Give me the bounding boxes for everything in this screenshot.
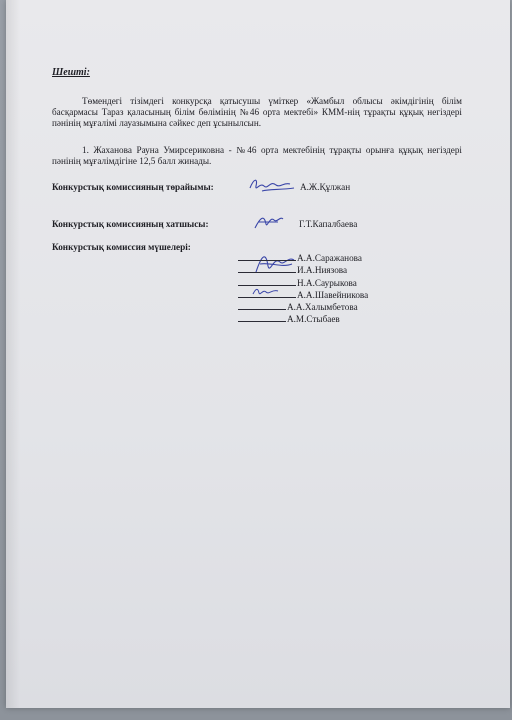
secretary-signature <box>252 210 286 232</box>
member-row <box>238 252 398 264</box>
member-name: А.М.Стыбаев <box>287 314 340 324</box>
signature-line <box>238 301 286 310</box>
secretary-name: Г.Т.Капалбаева <box>299 219 358 229</box>
document-heading: Шешті: <box>52 67 90 78</box>
member-name: А.А.Саражанова <box>297 253 362 263</box>
chair-name: А.Ж.Құлжан <box>300 182 351 192</box>
signature-line <box>238 277 296 286</box>
member-row <box>238 301 398 313</box>
member-row <box>238 289 398 301</box>
member-name: А.А.Шавейникова <box>297 290 369 300</box>
signature-line <box>238 252 296 261</box>
member-name: Н.А.Саурыкова <box>297 278 357 288</box>
member-name: И.А.Ниязова <box>297 265 348 275</box>
member-row <box>238 313 398 325</box>
signature-line <box>238 313 286 322</box>
page-fold-shadow <box>6 0 20 708</box>
signature-line <box>238 289 296 298</box>
member-name: А.А.Халымбетова <box>287 302 358 312</box>
members-label: Конкурстық комиссия мүшелері: <box>52 242 191 252</box>
decision-paragraph: Төмендегі тізімдегі конкурсқа қатысушы үміткер «Жамбыл облысы әкімдігінің білім басқармасы Тараз қаласының білім бөлімінің №46 орта мектебі» КММ-нің тұрақты құқық негіздері пәнінің мұғалімі лауазымына сәйкес деп ұсынылсын. <box>52 96 462 128</box>
member-row <box>238 264 398 276</box>
signature-line <box>238 264 296 273</box>
result-paragraph: 1. Жаханова Рауна Умирсериковна - №46 орта мектебінің тұрақты орынға құқық негіздері пәнінің мұғалімдігіне 12,5 балл жинады. <box>52 145 462 166</box>
member-row <box>238 277 398 289</box>
chair-signature <box>246 176 298 196</box>
secretary-label: Конкурстық комиссияның хатшысы: <box>52 219 209 229</box>
chair-label: Конкурстық комиссияның төрайымы: <box>52 182 214 192</box>
